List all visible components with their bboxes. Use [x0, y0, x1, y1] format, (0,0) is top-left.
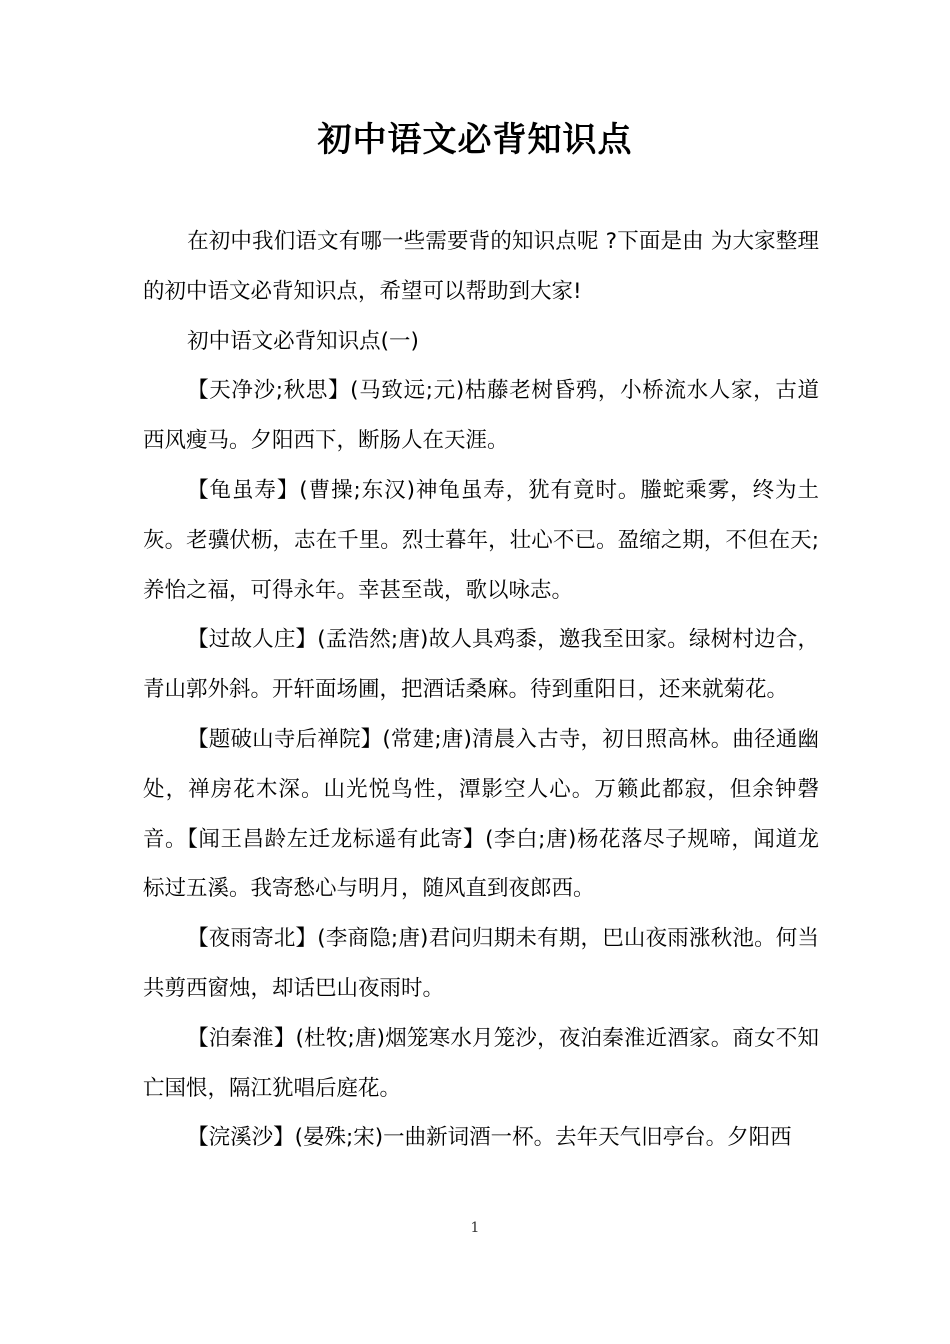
document-body: [143, 217, 819, 1163]
poem-paragraph: 【浣溪沙】(晏殊;宋)一曲新词酒一杯。去年天气旧亭台。夕阳西: [187, 1125, 792, 1151]
page-number: 1: [470, 1220, 480, 1236]
poem-paragraph: 【龟虽寿】(曹操;东汉)神龟虽寿，犹有竟时。螣蛇乘雾，终为土灰。老骥伏枥，志在千里。烈士暮年，壮心不已。盈缩之期，不但在天;养怡之福，可得永年。幸甚至哉，歌以咏志。: [143, 477, 819, 603]
poem-paragraph: 【题破山寺后禅院】(常建;唐)清晨入古寺，初日照高林。曲径通幽处，禅房花木深。山光悦鸟性，潭影空人心。万籁此都寂，但余钟磬音。【闻王昌龄左迁龙标遥有此寄】(李白;唐)杨花落尽子规啼，闻道龙标过五溪。我寄愁心与明月，随风直到夜郎西。: [143, 726, 819, 902]
poem-paragraph: 【天净沙;秋思】(马致远;元)枯藤老树昏鸦，小桥流水人家，古道西风瘦马。夕阳西下，断肠人在天涯。: [143, 378, 819, 454]
poem-paragraph: 【过故人庄】(孟浩然;唐)故人具鸡黍，邀我至田家。绿树村边合，青山郭外斜。开轩面场圃，把酒话桑麻。待到重阳日，还来就菊花。: [143, 627, 819, 703]
poem-paragraph: 【泊秦淮】(杜牧;唐)烟笼寒水月笼沙，夜泊秦淮近酒家。商女不知亡国恨，隔江犹唱后庭花。: [143, 1025, 819, 1101]
document-title: 初中语文必背知识点: [317, 119, 633, 160]
intro-paragraph: 在初中我们语文有哪一些需要背的知识点呢 ?下面是由 为大家整理的初中语文必背知识点，希望可以帮助到大家!: [143, 229, 819, 304]
section-heading: 初中语文必背知识点(一): [187, 328, 419, 354]
poem-paragraph: 【夜雨寄北】(李商隐;唐)君问归期未有期，巴山夜雨涨秋池。何当共剪西窗烛，却话巴山夜雨时。: [143, 926, 819, 1001]
